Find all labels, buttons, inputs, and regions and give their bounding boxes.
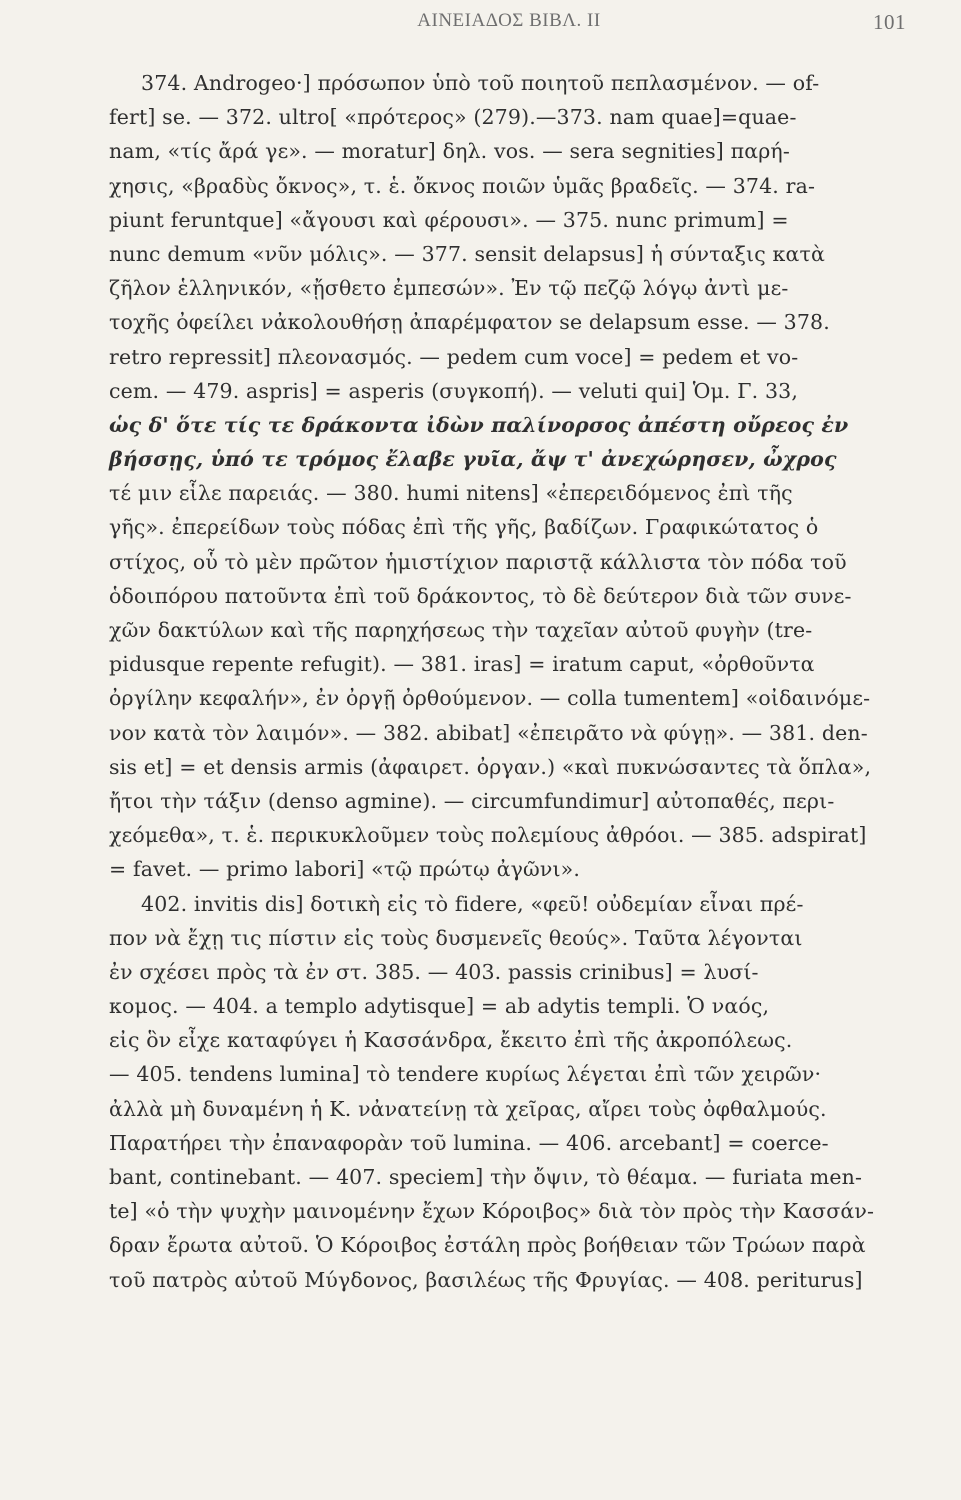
text-line: χησις, «βραδὺς ὄκνος», τ. ἑ. ὄκνος ποιῶν ὑμᾶς βραδεῖς. — 374. ra- [109,173,816,198]
text-line: εἰς ὃν εἶχε καταφύγει ἡ Κασσάνδρα, ἔκειτο ἐπὶ τῆς ἀκροπόλεως. [109,1028,793,1053]
text-line: nunc demum «νῦν μόλις». — 377. sensit delapsus] ἡ σύνταξις κατὰ [109,241,825,266]
text-line: Παρατήρει τὴν ἐπαναφορὰν τοῦ lumina. — 406. arcebant] = coerce- [109,1130,829,1155]
text-line: ζῆλον ἑλληνικόν, «ᾔσθετο ἐμπεσών». Ἐν τῷ πεζῷ λόγῳ ἀντὶ με- [109,276,789,301]
text-line: bant, continebant. — 407. speciem] τὴν ὄψιν, τὸ θέαμα. — furiata men- [109,1165,863,1189]
text-line: ἤτοι τὴν τάξιν (denso agmine). — circumfundimur] αὐτοπαθές, περι- [109,788,835,813]
text-line: 402. invitis dis] δοτικὴ εἰς τὸ fidere, «φεῦ! οὐδεμίαν εἶναι πρέ- [141,891,804,916]
text-line: τέ μιν εἷλε παρειάς. — 380. humi nitens] «ἐπερειδόμενος ἐπὶ τῆς [109,481,793,506]
text-line: retro repressit] πλεονασμός. — pedem cum voce] = pedem et vo- [109,344,799,369]
text-line: στίχος, οὗ τὸ μὲν πρῶτον ἡμιστίχιον παριστᾷ κάλλιστα τὸν πόδα τοῦ [109,549,847,574]
text-line: ὁδοιπόρου πατοῦντα ἐπὶ τοῦ δράκοντος, τὸ δὲ δεύτερον διὰ τῶν συνε- [109,583,852,608]
text-line: — 405. tendens lumina] τὸ tendere κυρίως λέγεται ἐπὶ τῶν χειρῶν· [109,1062,822,1087]
text-line: te] «ὁ τὴν ψυχὴν μαινομένην ἔχων Κόροιβος» διὰ τὸν πρὸς τὴν Κασσάν- [109,1199,875,1224]
text-line: νον κατὰ τὸν λαιμόν». — 382. abibat] «ἐπειρᾶτο νὰ φύγῃ». — 381. den- [109,720,868,745]
text-line: τοχῆς ὀφείλει νἀκολουθήσῃ ἀπαρέμφατον se delapsum esse. — 378. [109,310,830,335]
text-line: nam, «τίς ἄρά γε». — moratur] δηλ. vos. — sera segnities] παρή- [109,139,790,164]
commentary-text [109,66,921,1297]
running-title: ΑΙΝΕΙΑΔΟΣ ΒΙΒΛ. ΙΙ [417,10,601,31]
page-header [112,10,906,40]
text-line: χεόμεθα», τ. ἑ. περικυκλοῦμεν τοὺς πολεμίους ἀθρόοι. — 385. adspirat] [109,823,867,848]
text-line: = favet. — primo labori] «τῷ πρώτῳ ἀγῶνι». [109,857,580,882]
text-line: ὀργίλην κεφαλήν», ἐν ὀργῇ ὀρθούμενον. — colla tumentem] «οἰδαινόμε- [109,686,871,711]
text-line: ὡς δ' ὅτε τίς τε δράκοντα ἰδὼν παλίνορσος ἀπέστη οὔρεος ἐν [109,412,849,437]
page-number: 101 [873,10,906,34]
text-line: cem. — 479. aspris] = asperis (συγκοπή). — veluti qui] Ὁμ. Γ. 33, [109,378,799,403]
text-line: pidusque repente refugit). — 381. iras] = iratum caput, «ὀρθοῦντα [109,652,815,677]
text-line: piunt feruntque] «ἄγουσι καὶ φέρουσι». — 375. nunc primum] = [109,207,789,232]
text-line: fert] se. — 372. ultro[ «πρότερος» (279).—373. nam quae]=quae- [109,105,797,130]
text-line: 374. Androgeo·] πρόσωπον ὑπὸ τοῦ ποιητοῦ πεπλασμένον. — of- [141,71,820,95]
text-line: ἐν σχέσει πρὸς τὰ ἐν στ. 385. — 403. passis crinibus] = λυσί- [109,959,759,984]
text-line: τοῦ πατρὸς αὐτοῦ Μύγδονος, βασιλέως τῆς Φρυγίας. — 408. periturus] [109,1267,863,1292]
text-line: βήσσῃς, ὑπό τε τρόμος ἔλαβε γυῖα, ἄψ τ' ἀνεχώρησεν, ὦχρος [109,447,837,472]
text-line: κομος. — 404. a templo adytisque] = ab adytis templi. Ὁ ναός, [109,994,770,1019]
text-line: χῶν δακτύλων καὶ τῆς παρηχήσεως τὴν ταχεῖαν αὐτοῦ φυγὴν (tre- [109,618,813,642]
text-line: γῆς». ἐπερείδων τοὺς πόδας ἐπὶ τῆς γῆς, βαδίζων. Γραφικώτατος ὁ [109,515,819,540]
text-line: ἀλλὰ μὴ δυναμένη ἡ Κ. νἀνατείνῃ τὰ χεῖρας, αἴρει τοὺς ὀφθαλμούς. [109,1096,827,1121]
text-line: πον νὰ ἔχῃ τις πίστιν εἰς τοὺς δυσμενεῖς θεούς». Ταῦτα λέγονται [109,925,803,950]
text-line: sis et] = et densis armis (ἀφαιρετ. ὀργαν.) «καὶ πυκνώσαντες τὰ ὅπλα», [109,754,872,779]
text-line: δραν ἔρωτα αὐτοῦ. Ὁ Κόροιβος ἐστάλη πρὸς βοήθειαν τῶν Τρώων παρὰ [109,1233,866,1258]
